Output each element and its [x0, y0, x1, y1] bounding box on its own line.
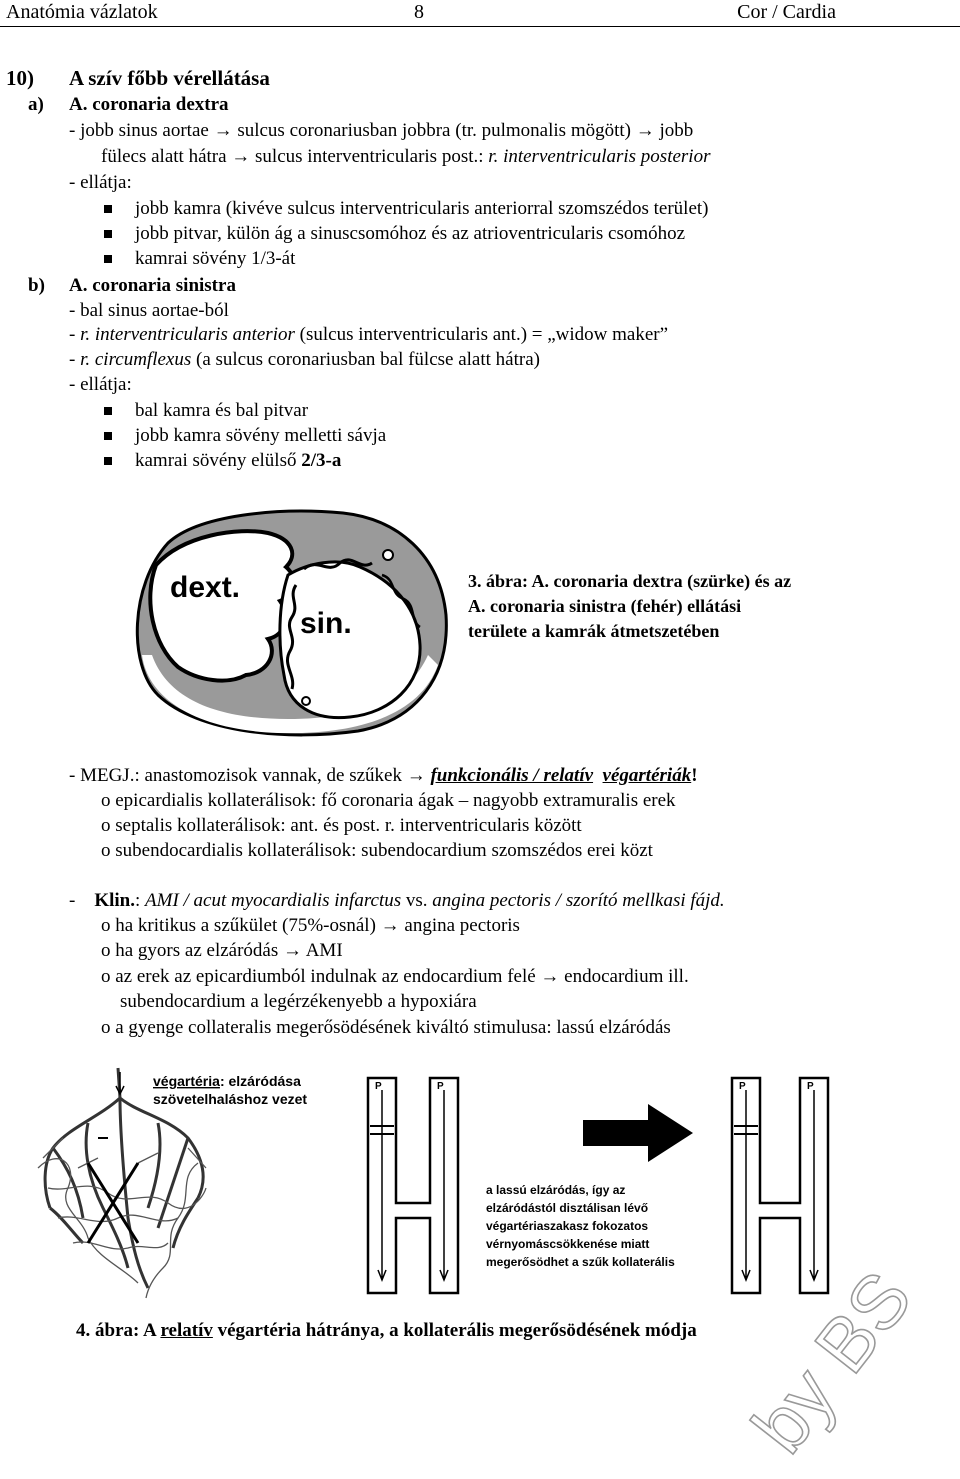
fig3-caption-3: területe a kamrák átmetszetében [468, 621, 720, 641]
b-bullet-1: bal kamra és bal pitvar [135, 400, 309, 421]
a-line2: fülecs alatt hátra → sulcus interventricularis post.: r. interventricularis posterior [101, 146, 711, 167]
b-line3: - r. circumflexus (a sulcus coronariusban bal fülcse alatt hátra) [69, 349, 540, 370]
klin-item-4: o a gyenge collateralis megerősödésének kiváltó stimulusa: lassú elzáródás [101, 1017, 671, 1038]
bullet-icon [104, 255, 112, 263]
subsection-b-title: A. coronaria sinistra [69, 275, 236, 296]
fig3-caption-1: 3. ábra: A. coronaria dextra (szürke) és az [468, 571, 792, 591]
page-header [0, 0, 960, 27]
klin-item-3: o az erek az epicardiumból indulnak az endocardium felé → endocardium ill. [101, 966, 689, 987]
header-right: Cor / Cardia [737, 1, 836, 23]
fig4-end-artery-text-1: végartéria: elzáródása [153, 1073, 301, 1089]
bullet-icon [104, 457, 112, 465]
subsection-a-title: A. coronaria dextra [69, 94, 229, 115]
klin-item-2: o ha gyors az elzáródás → AMI [101, 940, 343, 961]
page-number: 8 [414, 1, 424, 23]
megj-item-1: o epicardialis kollaterálisok: fő coronaria ágak – nagyobb extramuralis erek [101, 790, 676, 811]
svg-text:elzáródástól disztálisan lévő: elzáródástól disztálisan lévő [486, 1201, 649, 1215]
label-sin: sin. [300, 607, 352, 640]
bullet-icon [104, 230, 112, 238]
pressure-label-p: P [375, 1081, 382, 1092]
fig3-caption-2: A. coronaria sinistra (fehér) ellátási [468, 596, 742, 616]
bullet-icon [104, 205, 112, 213]
pressure-label-p: P [437, 1081, 444, 1092]
label-dext: dext. [170, 571, 241, 604]
a-bullet-3: kamrai sövény 1/3-át [135, 248, 296, 269]
a-bullet-2: jobb pitvar, külön ág a sinuscsomóhoz és az atrioventricularis csomóhoz [135, 223, 686, 244]
b-line2: - r. interventricularis anterior (sulcus interventricularis ant.) = „widow maker” [69, 324, 669, 345]
a-supply: - ellátja: [69, 172, 132, 193]
pressure-label-p: P [739, 1081, 746, 1092]
subsection-a-label: a) [28, 94, 44, 115]
bullet-icon [104, 407, 112, 415]
pressure-label-p: P [807, 1081, 814, 1092]
svg-text:végartériaszakasz fokozatos: végartériaszakasz fokozatos [486, 1219, 649, 1233]
end-artery-collateral-figure [28, 1068, 848, 1308]
svg-text:a lassú elzáródás, így az: a lassú elzáródás, így az [486, 1183, 626, 1197]
big-right-arrow-icon [583, 1104, 693, 1162]
fig4-end-artery-text-2: szövetelhaláshoz vezet [153, 1091, 308, 1107]
b-bullet-3: kamrai sövény elülső 2/3-a [135, 450, 342, 471]
ventricle-cross-section-figure [128, 505, 453, 740]
megj-line: - MEGJ.: anastomozisok vannak, de szűkek → funkcionális / relatív végartériák! [69, 765, 698, 786]
megj-item-3: o subendocardialis kollaterálisok: subendocardium szomszédos erei közt [101, 840, 653, 861]
h-diagram-before [368, 1078, 458, 1293]
a-bullet-1: jobb kamra (kivéve sulcus interventricularis anteriorral szomszédos terület) [135, 198, 709, 219]
megj-item-2: o septalis kollaterálisok: ant. és post. r. interventricularis között [101, 815, 582, 836]
svg-text:by BS: by BS [736, 1256, 929, 1469]
subsection-b-label: b) [28, 275, 45, 296]
a-line1: - jobb sinus aortae → sulcus coronariusban jobbra (tr. pulmonalis mögött) → jobb [69, 120, 694, 141]
svg-text:vérnyomáscsökkenése miatt: vérnyomáscsökkenése miatt [486, 1237, 650, 1251]
fig4-caption: 4. ábra: A relatív végartéria hátránya, a kollaterális megerősödésének módja [76, 1320, 697, 1341]
svg-text:megerősödhet a szűk kollaterál: megerősödhet a szűk kollaterális [486, 1255, 675, 1269]
b-supply: - ellátja: [69, 374, 132, 395]
section-title: A szív főbb vérellátása [69, 66, 270, 90]
b-line1: - bal sinus aortae-ból [69, 300, 229, 321]
bullet-icon [104, 432, 112, 440]
klin-item-1: o ha kritikus a szűkület (75%-osnál) → angina pectoris [101, 915, 520, 936]
b-bullet-2: jobb kamra sövény melletti sávja [135, 425, 387, 446]
watermark-by-bs [736, 1256, 960, 1473]
fig4-explanation-text [486, 1183, 675, 1269]
section-number: 10) [6, 66, 34, 90]
klin-item-3-cont: subendocardium a legérzékenyebb a hypoxiára [101, 991, 477, 1012]
header-left: Anatómia vázlatok [6, 1, 158, 23]
klin-line: - Klin.: AMI / acut myocardialis infarctus vs. angina pectoris / szorító mellkasi fájd. [69, 890, 725, 911]
h-diagram-after [732, 1078, 828, 1293]
